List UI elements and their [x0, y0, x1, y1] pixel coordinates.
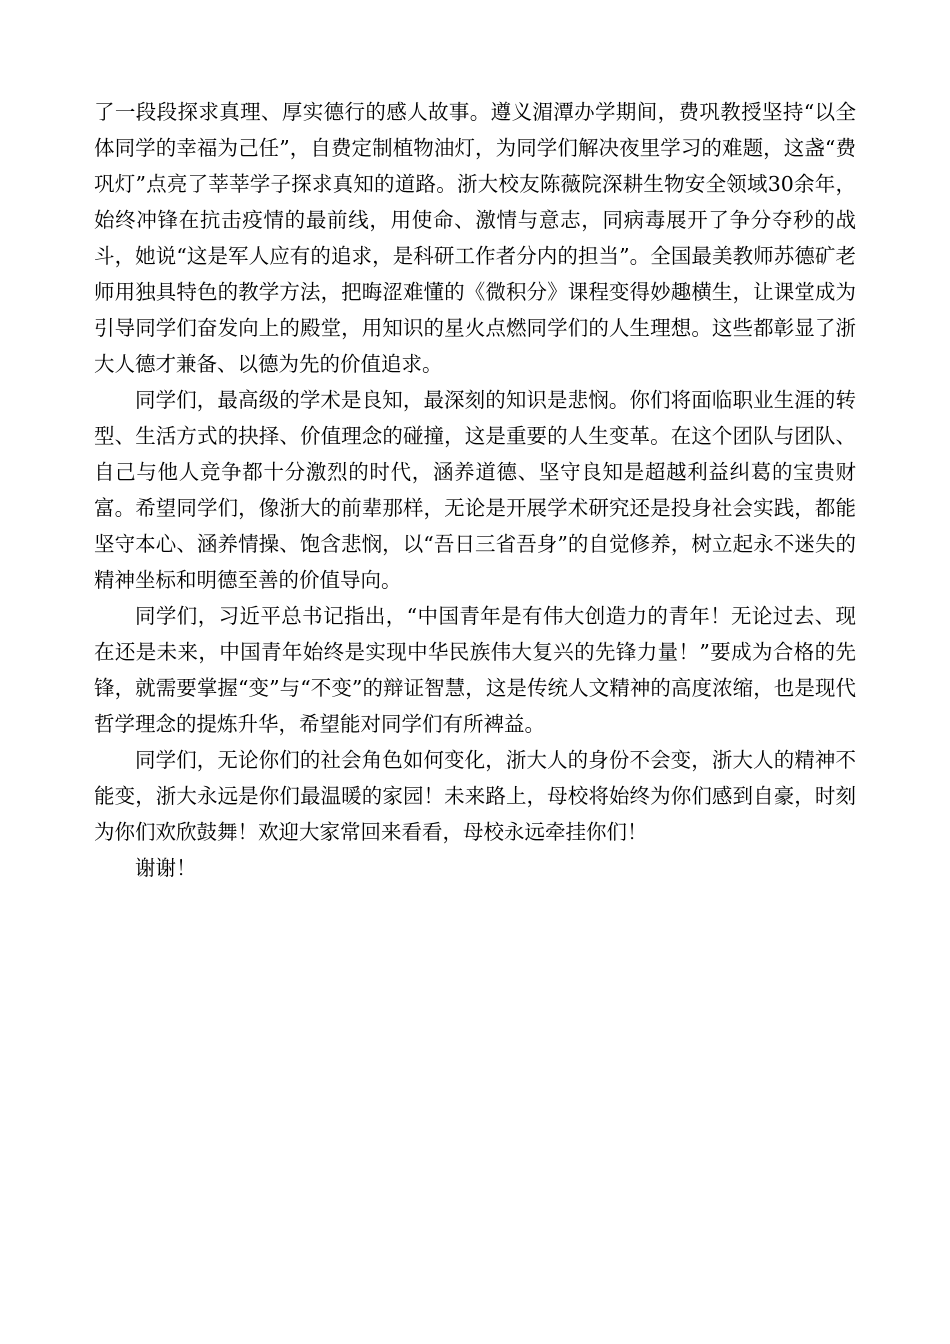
paragraph-1: 了一段段探求真理、厚实德行的感人故事。遵义湄潭办学期间，费巩教授坚持“以全体同学的幸福为己任”，自费定制植物油灯，为同学们解决夜里学习的难题，这盏“费巩灯”点亮了莘莘学子探求真知的道路。浙大校友陈薇院深耕生物安全领域30余年，始终冲锋在抗击疫情的最前线，用使命、激情与意志，同病毒展开了争分夺秒的战斗，她说“这是军人应有的追求，是科研工作者分内的担当”。全国最美教师苏德矿老师用独具特色的教学方法，把晦涩难懂的《微积分》课程变得妙趣横生，让课堂成为引导同学们奋发向上的殿堂，用知识的星火点燃同学们的人生理想。这些都彰显了浙大人德才兼备、以德为先的价值追求。	[94, 100, 856, 376]
closing-thanks: 谢谢！	[135, 856, 197, 880]
paragraph-4: 同学们，无论你们的社会角色如何变化，浙大人的身份不会变，浙大人的精神不能变，浙大永远是你们最温暖的家园！未来路上，母校将始终为你们感到自豪，时刻为你们欢欣鼓舞！欢迎大家常回来看看，母校永远牵挂你们！	[94, 748, 856, 844]
paragraph-3: 同学们，习近平总书记指出，“中国青年是有伟大创造力的青年！无论过去、现在还是未来，中国青年始终是实现中华民族伟大复兴的先锋力量！”要成为合格的先锋，就需要掌握“变”与“不变”的辩证智慧，这是传统人文精神的高度浓缩，也是现代哲学理念的提炼升华，希望能对同学们有所裨益。	[94, 604, 856, 736]
body-text	[94, 94, 856, 886]
paragraph-2: 同学们，最高级的学术是良知，最深刻的知识是悲悯。你们将面临职业生涯的转型、生活方式的抉择、价值理念的碰撞，这是重要的人生变革。在这个团队与团队、自己与他人竞争都十分激烈的时代，涵养道德、坚守良知是超越利益纠葛的宝贵财富。希望同学们，像浙大的前辈那样，无论是开展学术研究还是投身社会实践，都能坚守本心、涵养情操、饱含悲悯，以“吾日三省吾身”的自觉修养，树立起永不迷失的精神坐标和明德至善的价值导向。	[94, 388, 856, 592]
